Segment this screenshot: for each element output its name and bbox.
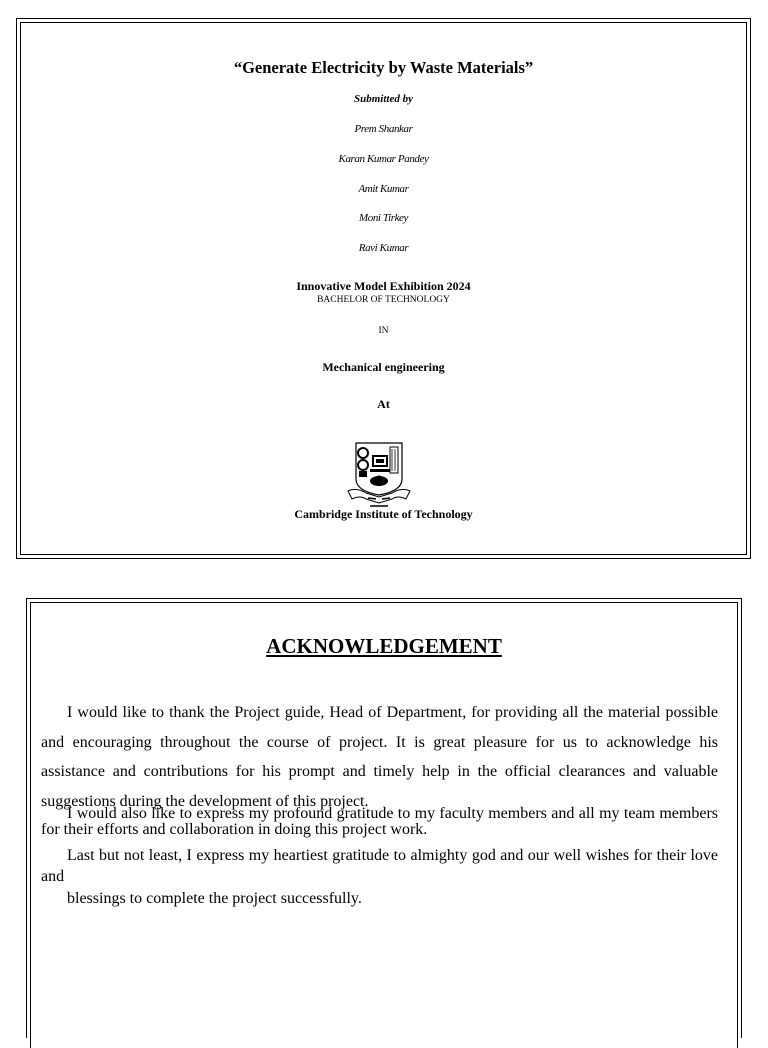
cover-inner-border xyxy=(20,22,747,555)
acknowledgement-heading: ACKNOWLEDGEMENT xyxy=(266,634,502,658)
college-name: Cambridge Institute of Technology xyxy=(294,507,473,521)
acknowledgement-page xyxy=(26,598,742,1038)
exhibition-name: Innovative Model Exhibition 2024 xyxy=(296,279,471,293)
acknowledgement-paragraph: I would like to thank the Project guide, Head of Department, for providing all the material possible and encouraging throughout the course of project. It is great pleasure for us to acknowledge his assistance and contributions for his prompt and timely help in the official clearances and valuable suggestions during the development of this project. xyxy=(41,704,718,811)
at-label: At xyxy=(377,397,390,411)
member-name: Amit Kumar xyxy=(358,183,409,195)
member-name: Moni Tirkey xyxy=(358,212,409,224)
cover-page xyxy=(16,18,751,559)
acknowledgement-paragraph: I would also like to express my profound gratitude to my faculty members and all my team members for their efforts and collaboration in doing this project work. xyxy=(41,805,718,838)
member-name: Karan Kumar Pandey xyxy=(338,153,429,165)
acknowledgement-paragraph: blessings to complete the project successfully. xyxy=(67,890,362,907)
department-name: Mechanical engineering xyxy=(322,360,445,374)
acknowledgement-paragraph: Last but not least, I express my heartiest gratitude to almighty god and our well wishes for their love and xyxy=(41,847,718,885)
acknowledgement-inner-border xyxy=(30,602,738,1048)
project-title: “Generate Electricity by Waste Materials” xyxy=(233,58,534,77)
in-label: IN xyxy=(378,326,389,336)
member-name: Ravi Kumar xyxy=(358,242,409,254)
college-logo xyxy=(346,441,412,509)
member-name: Prem Shankar xyxy=(354,123,413,135)
degree-name: BACHELOR OF TECHNOLOGY xyxy=(317,295,450,305)
submitted-by-label: Submitted by xyxy=(354,93,413,105)
